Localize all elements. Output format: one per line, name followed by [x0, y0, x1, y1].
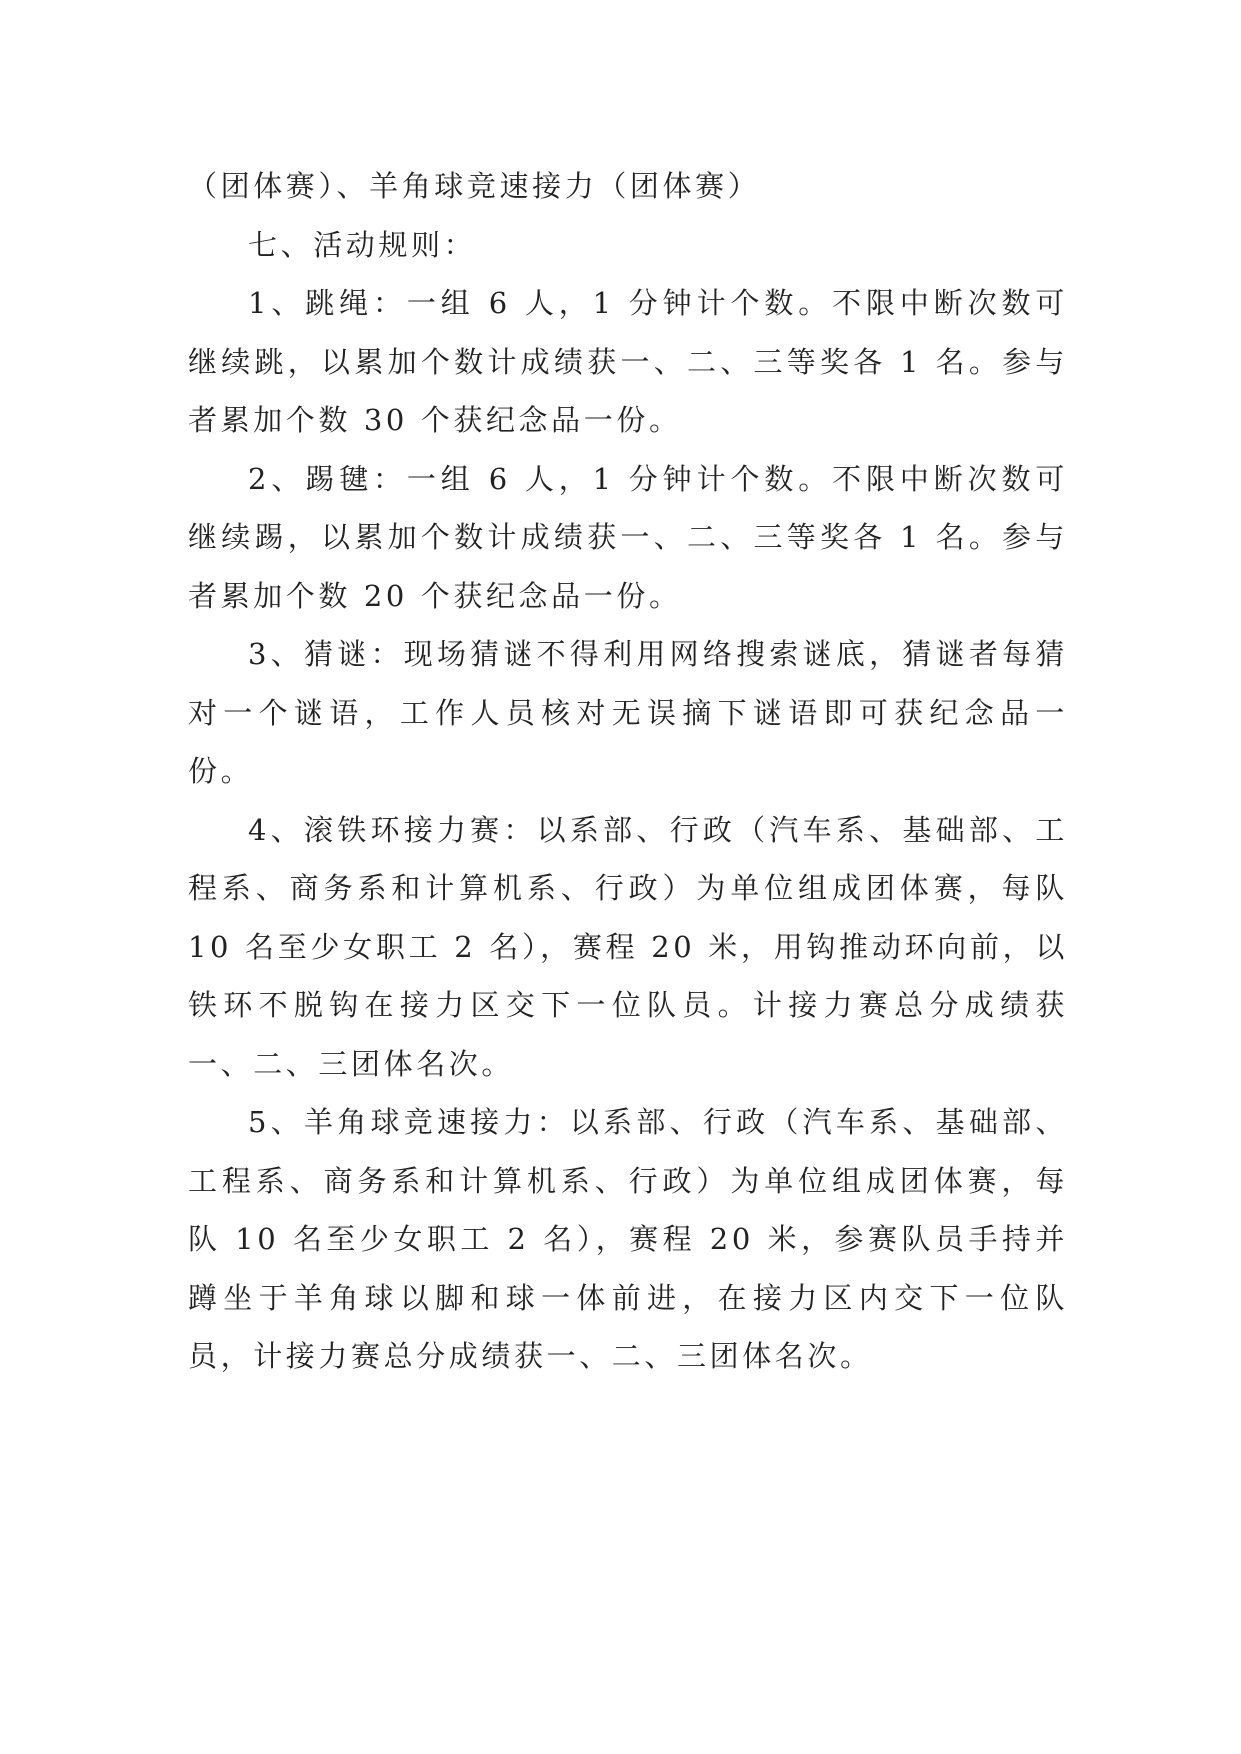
paragraph-continuation: （团体赛）、羊角球竞速接力（团体赛） — [188, 169, 761, 203]
rule-hoop-relay: 4、滚铁环接力赛：以系部、行政（汽车系、基础部、工程系、商务系和计算机系、行政）为单位组成团体赛，每队 10 名至少女职工 2 名），赛程 20 米，用钩推动环向前，以铁环不脱钩在接力区交下一位队员。计接力赛总分成绩获一、二、三团体名次。 — [188, 812, 1068, 1081]
rule-riddles: 3、猜谜：现场猜谜不得利用网络搜索谜底，猜谜者每猜对一个谜语，工作人员核对无误摘下谜语即可获纪念品一份。 — [188, 637, 1068, 788]
rule-hopper-ball-relay: 5、羊角球竞速接力：以系部、行政（汽车系、基础部、工程系、商务系和计算机系、行政）为单位组成团体赛，每队 10 名至少女职工 2 名），赛程 20 米，参赛队员手持并蹲坐于羊角球以脚和球一体前进，在接力区内交下一位队员，计接力赛总分成绩获一、二、三团体名次。 — [188, 1105, 1068, 1373]
document-body — [188, 157, 1068, 1386]
rule-shuttlecock: 2、踢毽：一组 6 人，1 分钟计个数。不限中断次数可继续踢，以累加个数计成绩获一、二、三等奖各 1 名。参与者累加个数 20 个获纪念品一份。 — [188, 461, 1068, 613]
section-heading-activity-rules: 七、活动规则： — [248, 227, 477, 262]
rule-jump-rope: 1、跳绳：一组 6 人，1 分钟计个数。不限中断次数可继续跳，以累加个数计成绩获一、二、三等奖各 1 名。参与者累加个数 30 个获纪念品一份。 — [188, 286, 1068, 437]
